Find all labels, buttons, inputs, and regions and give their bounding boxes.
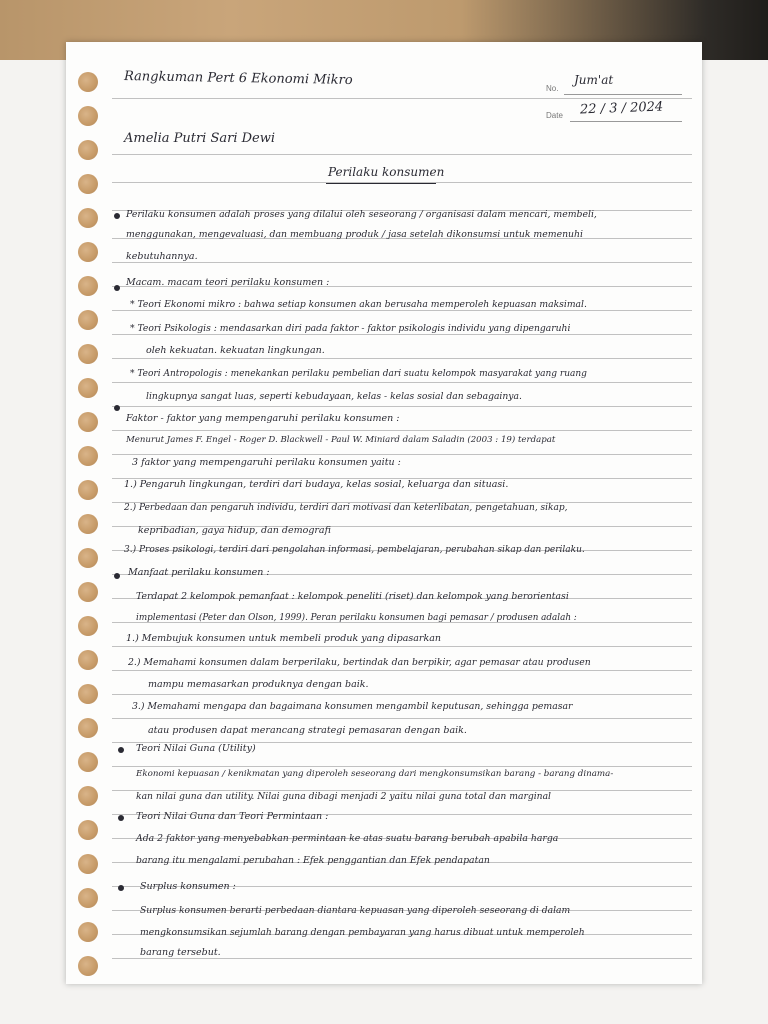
note-line: 1.) Membujuk konsumen untuk membeli produk yang dipasarkan — [126, 633, 441, 644]
binder-hole — [78, 106, 98, 126]
ruled-line — [112, 98, 692, 99]
binder-hole — [78, 548, 98, 568]
binder-hole — [78, 140, 98, 160]
binder-hole — [78, 854, 98, 874]
binder-hole — [78, 276, 98, 296]
binder-hole — [78, 616, 98, 636]
note-line: lingkupnya sangat luas, seperti kebudayaan, kelas - kelas sosial dan sebagainya. — [146, 391, 522, 402]
topic-underline — [326, 183, 436, 184]
bullet-dot — [118, 815, 124, 821]
note-line: 2.) Perbedaan dan pengaruh individu, terdiri dari motivasi dan keterlibatan, pengetahuan, sikap, — [124, 503, 568, 513]
ruled-line — [112, 262, 692, 263]
binder-hole — [78, 378, 98, 398]
note-line: Macam. macam teori perilaku konsumen : — [126, 277, 330, 288]
topic-heading: Perilaku konsumen — [328, 165, 445, 179]
ruled-line — [112, 646, 692, 647]
binder-hole — [78, 344, 98, 364]
binder-hole — [78, 956, 98, 976]
note-line: barang tersebut. — [140, 947, 221, 958]
binder-hole — [78, 412, 98, 432]
note-line: Teori Nilai Guna (Utility) — [136, 743, 256, 754]
note-line: Surplus konsumen : — [140, 881, 236, 892]
author-name: Amelia Putri Sari Dewi — [124, 131, 276, 146]
bullet-dot — [118, 885, 124, 891]
binder-hole — [78, 820, 98, 840]
binder-hole — [78, 208, 98, 228]
note-line: 2.) Memahami konsumen dalam berperilaku, bertindak dan berpikir, agar pemasar atau produsen — [128, 657, 591, 668]
note-line: Teori Nilai Guna dan Teori Permintaan : — [136, 811, 329, 822]
day-value: Jum'at — [574, 73, 614, 87]
bullet-dot — [114, 405, 120, 411]
note-line: atau produsen dapat merancang strategi pemasaran dengan baik. — [148, 725, 467, 736]
note-line: oleh kekuatan. kekuatan lingkungan. — [146, 345, 325, 356]
ruled-line — [112, 454, 692, 455]
binder-hole — [78, 684, 98, 704]
note-line: 3.) Memahami mengapa dan bagaimana konsumen mengambil keputusan, sehingga pemasar — [132, 701, 573, 712]
note-line: Surplus konsumen berarti perbedaan diantara kepuasan yang diperoleh seseorang di dalam — [140, 905, 571, 916]
date-value: 22 / 3 / 2024 — [579, 99, 664, 118]
date-line — [570, 121, 682, 122]
bullet-dot — [114, 213, 120, 219]
note-line: barang itu mengalami perubahan : Efek penggantian dan Efek pendapatan — [136, 855, 490, 866]
page-title: Rangkuman Pert 6 Ekonomi Mikro — [123, 69, 353, 88]
binder-hole — [78, 446, 98, 466]
date-label: Date — [546, 111, 563, 120]
ruled-line — [112, 358, 692, 359]
binder-hole — [78, 310, 98, 330]
note-line: 1.) Pengaruh lingkungan, terdiri dari budaya, kelas sosial, keluarga dan situasi. — [124, 479, 509, 490]
ruled-line — [112, 310, 692, 311]
note-line: Faktor - faktor yang mempengaruhi perilaku konsumen : — [126, 413, 400, 424]
ruled-line — [112, 766, 692, 767]
bullet-dot — [118, 747, 124, 753]
note-line: Menurut James F. Engel - Roger D. Blackwell - Paul W. Miniard dalam Saladin (2003 : 19) terdapat — [126, 435, 556, 445]
ruled-line — [112, 958, 692, 959]
note-line: kan nilai guna dan utility. Nilai guna dibagi menjadi 2 yaitu nilai guna total dan marginal — [136, 791, 551, 802]
note-line: * Teori Antropologis : menekankan perilaku pembelian dari suatu kelompok masyarakat yang ruang — [130, 369, 587, 379]
binder-hole — [78, 514, 98, 534]
binder-hole — [78, 174, 98, 194]
ruled-line — [112, 406, 692, 407]
notebook-page — [66, 42, 702, 984]
no-label: No. — [546, 84, 559, 93]
ruled-line — [112, 694, 692, 695]
ruled-line — [112, 430, 692, 431]
ruled-line — [112, 718, 692, 719]
binder-hole — [78, 242, 98, 262]
bullet-dot — [114, 285, 120, 291]
note-line: * Teori Psikologis : mendasarkan diri pada faktor - faktor psikologis individu yang dipengaruhi — [130, 323, 571, 334]
note-line: Perilaku konsumen adalah proses yang dilalui oleh seseorang / organisasi dalam mencari, membeli, — [126, 209, 597, 220]
binder-hole — [78, 650, 98, 670]
note-line: Ekonomi kepuasan / kenikmatan yang diperoleh seseorang dari mengkonsumsikan barang - barang dinama- — [136, 769, 614, 779]
note-line: mengkonsumsikan sejumlah barang dengan pembayaran yang harus dibuat untuk memperoleh — [140, 927, 585, 938]
ruled-line — [112, 670, 692, 671]
note-line: 3.) Proses psikologi, terdiri dari pengolahan informasi, pembelajaran, perubahan sikap dan perilaku. — [124, 545, 585, 555]
ruled-line — [112, 382, 692, 383]
note-line: * Teori Ekonomi mikro : bahwa setiap konsumen akan berusaha memperoleh kepuasan maksimal. — [130, 299, 587, 310]
binder-hole — [78, 752, 98, 772]
no-line — [564, 94, 682, 95]
note-line: implementasi (Peter dan Olson, 1999). Peran perilaku konsumen bagi pemasar / produsen adalah : — [136, 613, 577, 623]
binder-hole — [78, 72, 98, 92]
binder-hole — [78, 922, 98, 942]
binder-hole — [78, 888, 98, 908]
note-line: Ada 2 faktor yang menyebabkan permintaan ke atas suatu barang berubah apabila harga — [136, 833, 559, 844]
note-line: mampu memasarkan produknya dengan baik. — [148, 679, 369, 690]
ruled-line — [112, 154, 692, 155]
note-line: Manfaat perilaku konsumen : — [128, 567, 270, 578]
binder-hole — [78, 718, 98, 738]
binder-hole — [78, 582, 98, 602]
note-line: kepribadian, gaya hidup, dan demografi — [138, 525, 331, 536]
binder-hole — [78, 786, 98, 806]
note-line: menggunakan, mengevaluasi, dan membuang produk / jasa setelah dikonsumsi untuk memenuhi — [126, 229, 584, 240]
bullet-dot — [114, 573, 120, 579]
binder-hole — [78, 480, 98, 500]
note-line: kebutuhannya. — [126, 251, 198, 262]
note-line: 3 faktor yang mempengaruhi perilaku konsumen yaitu : — [132, 457, 401, 468]
ruled-line — [112, 334, 692, 335]
note-line: Terdapat 2 kelompok pemanfaat : kelompok peneliti (riset) dan kelompok yang berorientasi — [136, 591, 569, 602]
